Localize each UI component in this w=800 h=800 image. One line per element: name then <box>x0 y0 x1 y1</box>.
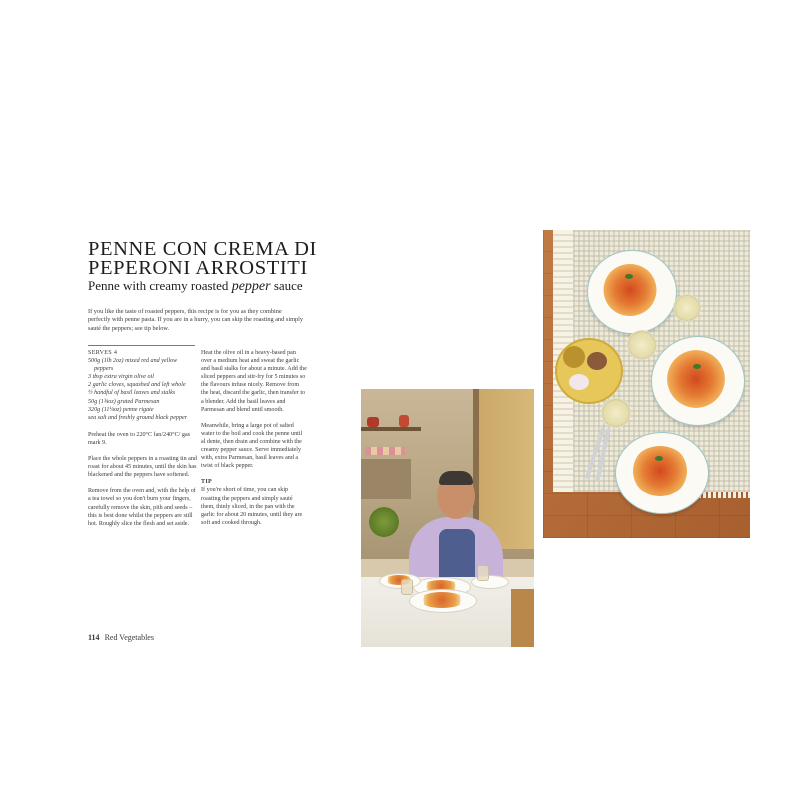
method-step: Remove from the oven and, with the help of a tea towel so you don't burn your fingers, carefully remove the skin, pith and seeds – this is best done whilst the peppers are still hot. Roughly slice the flesh and set aside. <box>88 488 196 527</box>
method-step: Meanwhile, bring a large pot of salted water to the boil and cook the penne until al dente, then drain and combine with the creamy pepper sauce. Serve immediately with, extra Parmesan, basil leaves and a twist of black pepper. <box>201 422 303 470</box>
ingredient-item: 2 garlic cloves, squashed and left whole <box>88 382 186 389</box>
chef-photo <box>361 389 534 647</box>
red-pot <box>367 417 379 427</box>
method-step: Heat the olive oil in a heavy-based pan over a medium heat and sweat the garlic and basil stalks for about a minute. Add the sliced peppers and stir-fry for 5 minutes so the flavours infuse nicely. Remove from the heat, discard the garlic, then transfer to a blender. Add the basil leaves and Parmesan and blend until smooth. <box>201 350 307 413</box>
wine-glass <box>477 565 489 581</box>
wine-glass <box>627 330 657 360</box>
recipe-subtitle <box>88 278 358 295</box>
table-overhead-photo <box>543 230 750 538</box>
pepper-bowl <box>587 352 607 370</box>
subtitle-emphasis: pepper <box>231 279 271 294</box>
section-divider <box>88 345 195 346</box>
recipe-title-line-1: PENNE CON CREMA DI <box>88 238 317 260</box>
ingredient-item: 3 tbsp extra virgin olive oil <box>88 374 154 381</box>
pasta-dish <box>419 592 465 608</box>
bunting <box>365 447 405 455</box>
wine-glass <box>673 294 701 322</box>
pasta-dish <box>667 350 725 408</box>
spacer <box>88 422 198 431</box>
ingredient-list <box>88 357 198 422</box>
oil-bowl <box>563 346 585 368</box>
recipe-intro: If you like the taste of roasted peppers, this recipe is for you as they combine perfectly with penne pasta. If you are in a hurry, you can skip the roasting and simply sauté the peppers; see tip below. <box>88 308 304 332</box>
table-edge <box>511 589 534 647</box>
method-step: Place the whole peppers in a roasting tin and roast for about 45 minutes, until the skin has blackened and the peppers have softened. <box>88 456 197 479</box>
ingredient-item: 500g (1lb 2oz) mixed red and yellow <box>88 358 178 365</box>
pasta-dish <box>603 264 657 316</box>
basil-leaf <box>693 364 701 369</box>
pasta-dish <box>631 446 689 496</box>
salt-bowl <box>569 374 589 390</box>
wine-glass <box>401 579 413 595</box>
recipe-title-line-2: PEPERONI ARROSTITI <box>88 257 308 279</box>
recipe-right-column <box>201 349 307 535</box>
wine-glass <box>601 398 631 428</box>
basil-leaf <box>625 274 633 279</box>
ingredient-item: ½ handful of basil leaves and stalks <box>88 390 176 397</box>
section-name: Red Vegetables <box>104 633 154 642</box>
ingredient-item: 50g (1¾oz) grated Parmesan <box>88 398 160 405</box>
basil-leaf <box>655 456 663 461</box>
method-step: Preheat the oven to 220°C fan/240°C/ gas mark 9. <box>88 431 191 446</box>
ingredient-item: peppers <box>94 366 114 373</box>
subtitle-text-before: Penne with creamy roasted <box>88 278 232 293</box>
serves-label: SERVES 4 <box>88 350 118 356</box>
ingredient-item: sea salt and freshly ground black pepper <box>88 414 188 421</box>
page-footer <box>88 633 154 642</box>
recipe-left-column <box>88 349 198 536</box>
chef-hair <box>439 471 473 485</box>
tip-heading: TIP <box>201 479 213 486</box>
subtitle-text-after: sauce <box>270 278 303 293</box>
ingredient-item: 320g (11¼oz) penne rigate <box>88 406 154 413</box>
kitchen-cabinet <box>361 459 411 499</box>
kitchen-shelf <box>361 427 421 431</box>
page-number: 114 <box>88 633 100 642</box>
recipe-title <box>88 240 368 278</box>
plant <box>369 507 399 537</box>
tip-text: If you're short of time, you can skip roasting the peppers and simply sauté them, thinly sliced, in the pan with the garlic for about 20 minutes, until they are soft and cooked through. <box>201 487 303 526</box>
serving-tray <box>555 338 623 404</box>
red-pot <box>399 415 409 427</box>
